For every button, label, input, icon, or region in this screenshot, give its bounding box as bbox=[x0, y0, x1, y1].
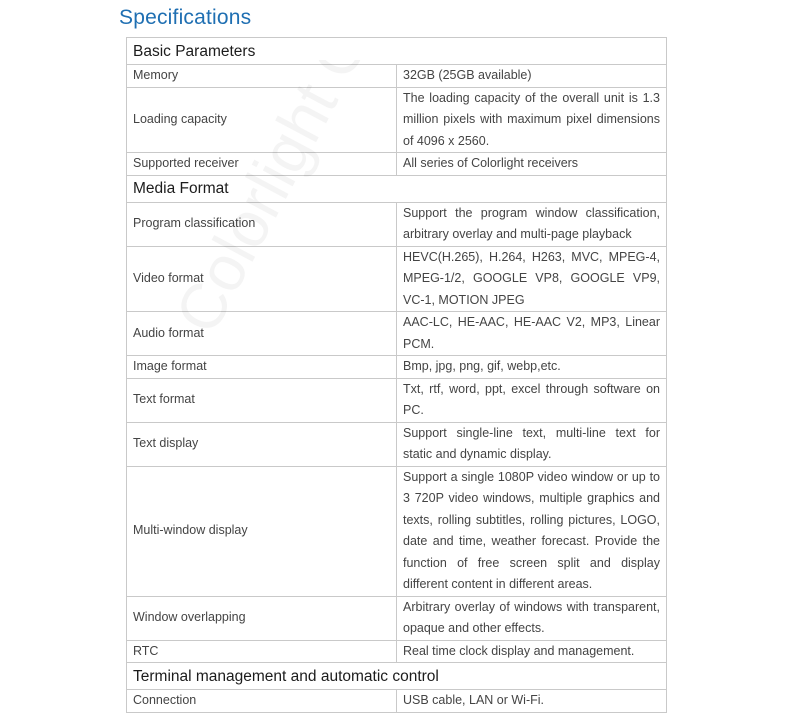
spec-label: Memory bbox=[127, 65, 397, 88]
spec-value: Arbitrary overlay of windows with transparent, opaque and other effects. bbox=[397, 596, 667, 640]
section-header-basic-parameters bbox=[127, 38, 667, 65]
spec-label: Window overlapping bbox=[127, 596, 397, 640]
spec-label: Audio format bbox=[127, 312, 397, 356]
spec-row-supported-receiver bbox=[127, 153, 667, 176]
spec-row-video-format bbox=[127, 246, 667, 312]
spec-label: Video format bbox=[127, 246, 397, 312]
spec-row-rtc bbox=[127, 640, 667, 663]
section-title: Media Format bbox=[127, 175, 667, 202]
spec-value: All series of Colorlight receivers bbox=[397, 153, 667, 176]
spec-row-audio-format bbox=[127, 312, 667, 356]
spec-row-text-format bbox=[127, 378, 667, 422]
spec-row-text-display bbox=[127, 422, 667, 466]
spec-label: Loading capacity bbox=[127, 87, 397, 153]
spec-value: Support the program window classification, arbitrary overlay and multi-page playback bbox=[397, 202, 667, 246]
spec-row-loading-capacity bbox=[127, 87, 667, 153]
spec-label: Program classification bbox=[127, 202, 397, 246]
spec-value: Support a single 1080P video window or up to 3 720P video windows, multiple graphics and texts, rolling subtitles, rolling pictures, LOGO, date and time, weather forecast. Provide the function of free screen split and display different content in different areas. bbox=[397, 466, 667, 596]
spec-row-multi-window-display bbox=[127, 466, 667, 596]
section-title: Basic Parameters bbox=[127, 38, 667, 65]
specifications-table bbox=[126, 37, 667, 713]
spec-value: USB cable, LAN or Wi-Fi. bbox=[397, 690, 667, 713]
spec-label: RTC bbox=[127, 640, 397, 663]
spec-row-memory bbox=[127, 65, 667, 88]
spec-row-window-overlapping bbox=[127, 596, 667, 640]
section-title: Terminal management and automatic control bbox=[127, 663, 667, 690]
spec-row-connection bbox=[127, 690, 667, 713]
spec-value: Txt, rtf, word, ppt, excel through software on PC. bbox=[397, 378, 667, 422]
spec-row-image-format bbox=[127, 356, 667, 379]
spec-row-program-classification bbox=[127, 202, 667, 246]
spec-value: HEVC(H.265), H.264, H263, MVC, MPEG-4, MPEG-1/2, GOOGLE VP8, GOOGLE VP9, VC-1, MOTION JPEG bbox=[397, 246, 667, 312]
section-header-media-format bbox=[127, 175, 667, 202]
spec-value: 32GB (25GB available) bbox=[397, 65, 667, 88]
spec-label: Image format bbox=[127, 356, 397, 379]
spec-label: Text format bbox=[127, 378, 397, 422]
spec-label: Text display bbox=[127, 422, 397, 466]
page-title: Specifications bbox=[119, 6, 252, 29]
section-header-terminal-management bbox=[127, 663, 667, 690]
spec-value: Support single-line text, multi-line text for static and dynamic display. bbox=[397, 422, 667, 466]
spec-value: The loading capacity of the overall unit is 1.3 million pixels with maximum pixel dimensions of 4096 x 2560. bbox=[397, 87, 667, 153]
spec-label: Supported receiver bbox=[127, 153, 397, 176]
spec-value: Bmp, jpg, png, gif, webp,etc. bbox=[397, 356, 667, 379]
spec-label: Connection bbox=[127, 690, 397, 713]
spec-value: AAC-LC, HE-AAC, HE-AAC V2, MP3, Linear PCM. bbox=[397, 312, 667, 356]
spec-value: Real time clock display and management. bbox=[397, 640, 667, 663]
spec-label: Multi-window display bbox=[127, 466, 397, 596]
